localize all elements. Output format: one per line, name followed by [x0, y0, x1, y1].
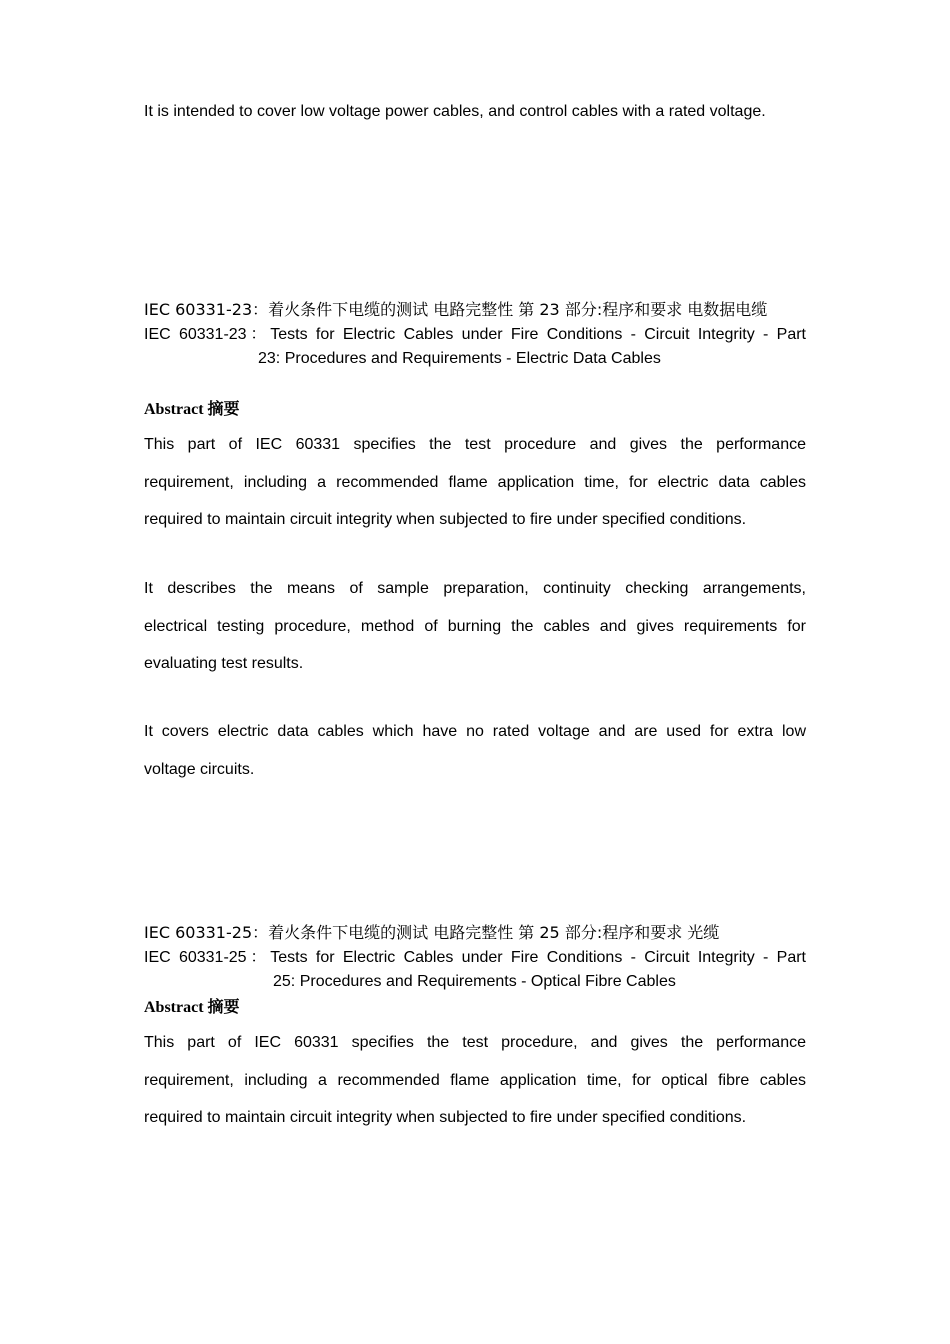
- part23-title-en-line1: IEC 60331-23：Tests for Electric Cables under Fire Conditions - Circuit Integrity - Part: [144, 326, 806, 343]
- part23-paragraph-3: [144, 713, 806, 788]
- part23-paragraph-1: [144, 426, 806, 539]
- part25-title-en-line2: 25: Procedures and Requirements - Optical Fibre Cables: [273, 973, 676, 990]
- paragraph-line: This part of IEC 60331 specifies the test procedure and gives the performance: [144, 436, 806, 453]
- paragraph-line: electrical testing procedure, method of burning the cables and gives requirements for: [144, 617, 806, 635]
- paragraph-line: It covers electric data cables which have no rated voltage and are used for extra low: [144, 723, 806, 740]
- part23-paragraph-2: [144, 570, 806, 683]
- part23-title-cn: IEC 60331-23：着火条件下电缆的测试 电路完整性 第 23 部分:程序和要求 电数据电缆: [144, 300, 768, 319]
- paragraph-line: evaluating test results.: [144, 655, 304, 672]
- part25-title-cn: IEC 60331-25：着火条件下电缆的测试 电路完整性 第 25 部分:程序和要求 光缆: [144, 923, 720, 942]
- paragraph-line: required to maintain circuit integrity when subjected to fire under specified conditions.: [144, 511, 747, 528]
- paragraph-line: voltage circuits.: [144, 760, 255, 778]
- part23-title-en-line2: 23: Procedures and Requirements - Electric Data Cables: [258, 350, 661, 367]
- part25-paragraph-1: [144, 1024, 806, 1137]
- intro-text: It is intended to cover low voltage power cables, and control cables with a rated voltage.: [144, 103, 766, 120]
- paragraph-line: required to maintain circuit integrity when subjected to fire under specified conditions.: [144, 1109, 747, 1126]
- part23-abstract-heading: Abstract 摘要: [144, 401, 240, 418]
- paragraph-line: It describes the means of sample preparation, continuity checking arrangements,: [144, 580, 806, 597]
- paragraph-line: This part of IEC 60331 specifies the test procedure, and gives the performance: [144, 1034, 806, 1051]
- part25-title-en-line1: IEC 60331-25：Tests for Electric Cables under Fire Conditions - Circuit Integrity - Part: [144, 949, 806, 966]
- paragraph-line: requirement, including a recommended flame application time, for electric data cables: [144, 473, 806, 491]
- part25-abstract-heading: Abstract 摘要: [144, 999, 240, 1016]
- paragraph-line: requirement, including a recommended flame application time, for optical fibre cables: [144, 1071, 806, 1089]
